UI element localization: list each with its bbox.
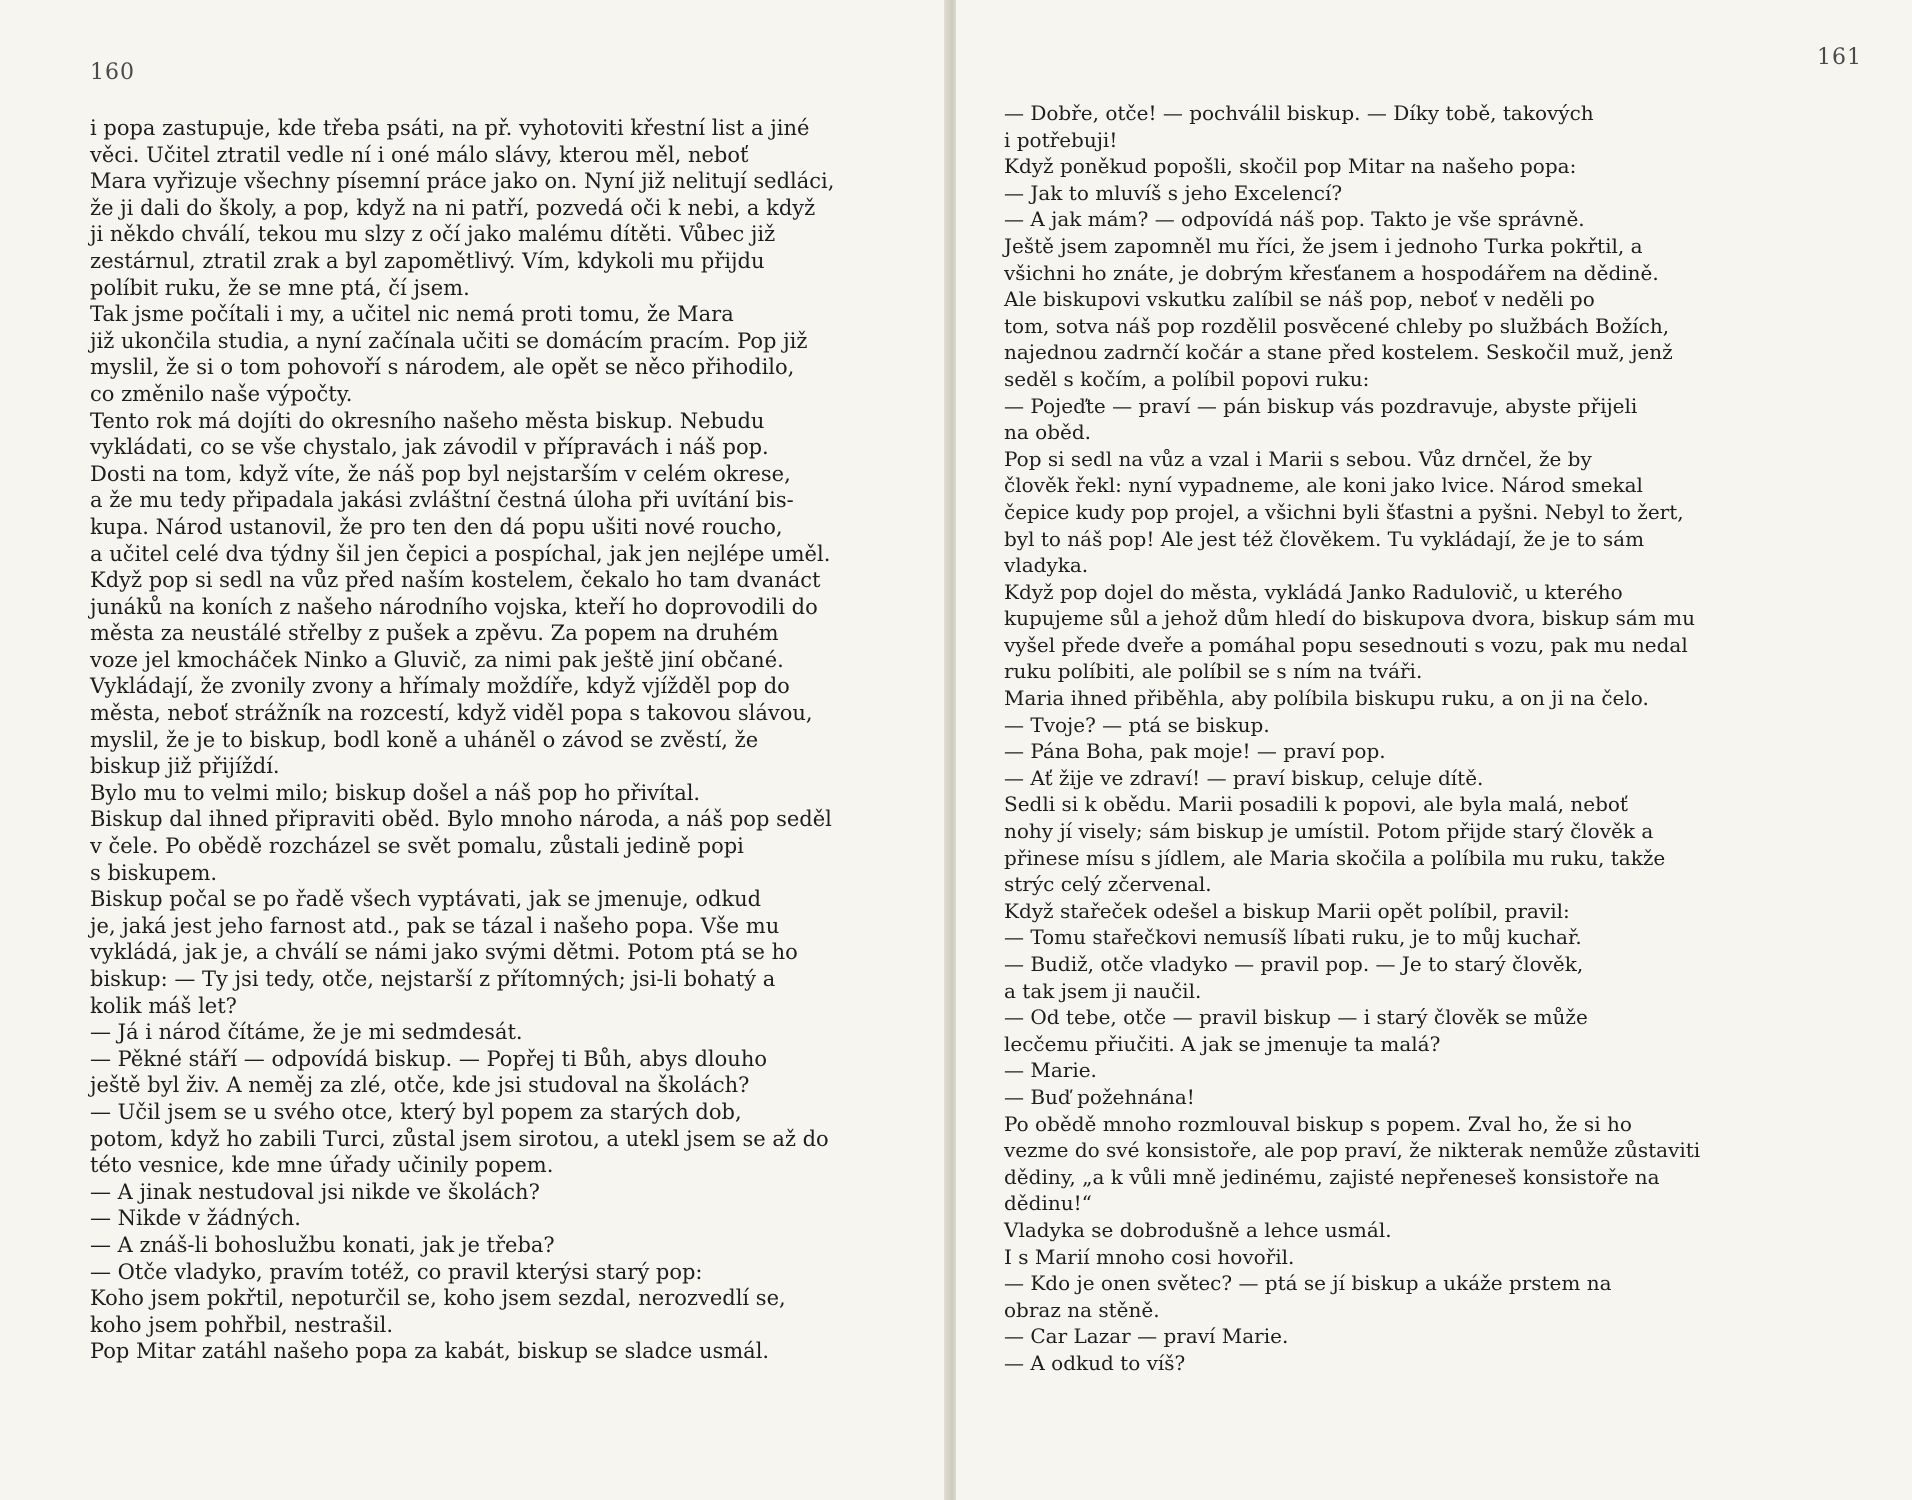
text-line: biskup: — Ty jsi tedy, otče, nejstarší z přítomných; jsi-li bohatý a bbox=[90, 967, 776, 991]
text-line: nohy jí visely; sám biskup je umístil. Potom přijde starý člověk a bbox=[1004, 819, 1654, 844]
text-line: ještě byl živ. A neměj za zlé, otče, kde jsi studoval na školách? bbox=[90, 1073, 750, 1098]
text-line: I s Marií mnoho cosi hovořil. bbox=[1004, 1244, 1295, 1269]
text-line: vezme do své konsistoře, ale pop praví, že nikterak nemůže zůstaviti bbox=[1004, 1138, 1701, 1163]
text-line: Mara vyřizuje všechny písemní práce jako on. Nyní již nelitují sedláci, bbox=[90, 169, 835, 194]
text-line: — Tvoje? — ptá se biskup. bbox=[1004, 712, 1270, 737]
text-line: — A jak mám? — odpovídá náš pop. Takto je vše správně. bbox=[1004, 207, 1585, 232]
text-line: Pop si sedl na vůz a vzal i Marii s sebou. Vůz drnčel, že by bbox=[1004, 446, 1592, 471]
text-line: Biskup dal ihned připraviti oběd. Bylo mnoho národa, a náš pop seděl bbox=[90, 807, 832, 832]
text-line: vyšel přede dveře a pomáhal popu sesednouti s vozu, pak mu nedal bbox=[1004, 632, 1688, 657]
text-line: již ukončila studia, a nyní začínala učiti se domácím pracím. Pop již bbox=[90, 328, 808, 353]
text-line: Biskup počal se po řadě všech vyptávati, jak se jmenuje, odkud bbox=[90, 887, 762, 912]
text-line: tom, sotva náš pop rozdělil posvěcené chleby po službách Božích, bbox=[1004, 313, 1670, 338]
text-line: vykládati, co se vše chystalo, jak závodil v přípravách i náš pop. bbox=[90, 435, 769, 460]
right-page bbox=[956, 0, 1912, 1500]
text-line: Koho jsem pokřtil, nepoturčil se, koho jsem sezdal, nerozvedlí se, bbox=[90, 1286, 786, 1311]
text-line: najednou zadrnčí kočár a stane před kostelem. Seskočil muž, jenž bbox=[1004, 340, 1673, 365]
text-line: přinese mísu s jídlem, ale Maria skočila a políbila mu ruku, takže bbox=[1004, 845, 1666, 870]
text-line: věci. Učitel ztratil vedle ní i oné málo slávy, kterou měl, neboť bbox=[90, 142, 749, 167]
left-page-number: 160 bbox=[90, 60, 135, 85]
text-line: Tak jsme počítali i my, a učitel nic nemá proti tomu, že Mara bbox=[90, 302, 734, 327]
text-line: ji někdo chválí, tekou mu slzy z očí jako malému dítěti. Vůbec již bbox=[90, 222, 776, 247]
text-line: — Marie. bbox=[1004, 1058, 1097, 1083]
text-line: — Budiž, otče vladyko — pravil pop. — Je to starý člověk, bbox=[1004, 952, 1584, 976]
text-line: zestárnul, ztratil zrak a byl zapomětlivý. Vím, kdykoli mu přijdu bbox=[90, 248, 765, 273]
text-line: čepice kudy pop projel, a všichni byli šťastni a pyšni. Nebyl to žert, bbox=[1004, 499, 1684, 524]
text-line: potom, když ho zabili Turci, zůstal jsem sirotou, a utekl jsem se až do bbox=[90, 1126, 829, 1151]
text-line: Když stařeček odešel a biskup Marii opět políbil, pravil: bbox=[1004, 898, 1570, 923]
text-line: — Buď požehnána! bbox=[1004, 1084, 1195, 1109]
text-line: — Tomu stařečkovi nemusíš líbati ruku, je to můj kuchař. bbox=[1004, 925, 1582, 950]
text-line: — Já i národ čítáme, že je mi sedmdesát. bbox=[90, 1020, 523, 1045]
text-line: — A odkud to víš? bbox=[1004, 1350, 1186, 1375]
text-line: Když pop dojel do města, vykládá Janko Radulovič, u kterého bbox=[1004, 579, 1623, 604]
text-line: této vesnice, kde mne úřady učinily popem. bbox=[90, 1153, 554, 1178]
text-line: v čele. Po obědě rozcházel se svět pomalu, zůstali jedině popi bbox=[90, 834, 744, 859]
text-line: vladyka. bbox=[1004, 553, 1089, 578]
text-line: kolik máš let? bbox=[90, 993, 237, 1018]
text-line: — Pojeďte — praví — pán biskup vás pozdravuje, abyste přijeli bbox=[1004, 393, 1638, 418]
text-line: města za neustálé střelby z pušek a zpěvu. Za popem na druhém bbox=[90, 621, 779, 646]
text-line: — Dobře, otče! — pochválil biskup. — Díky tobě, takových bbox=[1004, 101, 1594, 125]
text-line: Bylo mu to velmi milo; biskup došel a náš pop ho přivítal. bbox=[90, 780, 701, 805]
text-line: — Pána Boha, pak moje! — praví pop. bbox=[1004, 739, 1386, 764]
text-line: biskup již přijíždí. bbox=[90, 754, 280, 779]
text-line: kupujeme sůl a jehož dům hledí do biskupova dvora, biskup sám mu bbox=[1004, 606, 1695, 631]
left-page-text bbox=[90, 115, 930, 1365]
text-line: Pop Mitar zatáhl našeho popa za kabát, biskup se sladce usmál. bbox=[90, 1339, 770, 1364]
text-line: a že mu tedy připadala jakási zvláštní čestná úloha při uvítání bis- bbox=[90, 488, 794, 513]
text-line: byl to náš pop! Ale jest též člověkem. Tu vykládají, že je to sám bbox=[1004, 526, 1645, 551]
text-line: města, neboť strážník na rozcestí, když viděl popa s takovou slávou, bbox=[90, 701, 813, 726]
text-line: seděl s kočím, a políbil popovi ruku: bbox=[1004, 366, 1370, 391]
right-page-number: 161 bbox=[1817, 45, 1862, 70]
text-line: Ale biskupovi vskutku zalíbil se náš pop, neboť v neděli po bbox=[1004, 287, 1595, 312]
text-line: strýc celý zčervenal. bbox=[1004, 872, 1212, 897]
text-line: i popa zastupuje, kde třeba psáti, na př. vyhotoviti křestní list a jiné bbox=[90, 116, 810, 140]
text-line: s biskupem. bbox=[90, 860, 218, 885]
text-line: je, jaká jest jeho farnost atd., pak se tázal i našeho popa. Vše mu bbox=[90, 913, 780, 938]
text-line: Ještě jsem zapomněl mu říci, že jsem i jednoho Turka pokřtil, a bbox=[1004, 233, 1643, 258]
text-line: obraz na stěně. bbox=[1004, 1297, 1160, 1322]
text-line: vykládá, jak je, a chválí se námi jako svými dětmi. Potom ptá se ho bbox=[90, 940, 798, 965]
text-line: — Ať žije ve zdraví! — praví biskup, celuje dítě. bbox=[1004, 765, 1484, 790]
text-line: Když poněkud popošli, skočil pop Mitar na našeho popa: bbox=[1004, 154, 1577, 179]
text-line: — Pěkné stáří — odpovídá biskup. — Popřej ti Bůh, abys dlouho bbox=[90, 1046, 767, 1071]
text-line: — A znáš-li bohoslužbu konati, jak je třeba? bbox=[90, 1232, 555, 1257]
text-line: člověk řekl: nyní vypadneme, ale koni jako lvice. Národ smekal bbox=[1004, 473, 1643, 498]
text-line: dědinu!“ bbox=[1004, 1191, 1092, 1216]
text-line: voze jel kmocháček Ninko a Gluvič, za nimi pak ještě jiní občané. bbox=[90, 647, 784, 672]
text-line: lecčemu přiučiti. A jak se jmenuje ta malá? bbox=[1004, 1031, 1441, 1056]
text-line: a tak jsem ji naučil. bbox=[1004, 978, 1202, 1003]
text-line: — A jinak nestudoval jsi nikde ve školách? bbox=[90, 1179, 540, 1204]
text-line: ruku políbiti, ale políbil se s ním na tváři. bbox=[1004, 659, 1423, 684]
text-line: — Učil jsem se u svého otce, který byl popem za starých dob, bbox=[90, 1099, 742, 1124]
text-line: Sedli si k obědu. Marii posadili k popovi, ale byla malá, neboť bbox=[1004, 792, 1628, 817]
text-line: na oběd. bbox=[1004, 420, 1092, 445]
text-line: políbit ruku, že se mne ptá, čí jsem. bbox=[90, 275, 470, 300]
text-line: — Jak to mluvíš s jeho Excelencí? bbox=[1004, 180, 1343, 205]
text-line: všichni ho znáte, je dobrým křesťanem a hospodářem na dědině. bbox=[1004, 260, 1659, 285]
text-line: co změnilo naše výpočty. bbox=[90, 381, 353, 406]
text-line: Vykládají, že zvonily zvony a hřímaly moždíře, když vjížděl pop do bbox=[90, 674, 790, 699]
text-line: myslil, že je to biskup, bodl koně a uháněl o závod se zvěstí, že bbox=[90, 727, 759, 752]
text-line: — Otče vladyko, pravím totéž, co pravil kterýsi starý pop: bbox=[90, 1259, 703, 1284]
text-line: Tento rok má dojíti do okresního našeho města biskup. Nebudu bbox=[90, 408, 765, 433]
text-line: kupa. Národ ustanovil, že pro ten den dá popu ušiti nové roucho, bbox=[90, 514, 783, 539]
text-line: Dosti na tom, když víte, že náš pop byl nejstarším v celém okrese, bbox=[90, 461, 791, 486]
text-line: — Car Lazar — praví Marie. bbox=[1004, 1324, 1289, 1349]
text-line: Po obědě mnoho rozmlouval biskup s popem. Zval ho, že si ho bbox=[1004, 1111, 1632, 1136]
text-line: Maria ihned přiběhla, aby políbila biskupu ruku, a on ji na čelo. bbox=[1004, 686, 1649, 711]
text-line: Vladyka se dobrodušně a lehce usmál. bbox=[1004, 1217, 1392, 1242]
text-line: junáků na koních z našeho národního vojska, kteří ho doprovodili do bbox=[90, 594, 818, 619]
text-line: — Kdo je onen světec? — ptá se jí biskup a ukáže prstem na bbox=[1004, 1271, 1612, 1296]
text-line: i potřebuji! bbox=[1004, 127, 1118, 152]
left-page bbox=[0, 0, 950, 1500]
text-line: dědiny, „a k vůli mně jedinému, zajisté nepřeneseš konsistoře na bbox=[1004, 1164, 1660, 1189]
text-line: a učitel celé dva týdny šil jen čepici a pospíchal, jak jen nejlépe uměl. bbox=[90, 541, 831, 566]
text-line: — Nikde v žádných. bbox=[90, 1206, 301, 1231]
text-line: že ji dali do školy, a pop, když na ni patří, pozvedá oči k nebi, a když bbox=[90, 195, 816, 220]
text-line: — Od tebe, otče — pravil biskup — i starý člověk se může bbox=[1004, 1005, 1588, 1030]
text-line: Když pop si sedl na vůz před naším kostelem, čekalo ho tam dvanáct bbox=[90, 568, 821, 593]
right-page-text bbox=[1004, 100, 1872, 1377]
text-line: myslil, že si o tom pohovoří s národem, ale opět se něco přihodilo, bbox=[90, 355, 795, 380]
text-line: koho jsem pohřbil, nestrašil. bbox=[90, 1312, 394, 1337]
